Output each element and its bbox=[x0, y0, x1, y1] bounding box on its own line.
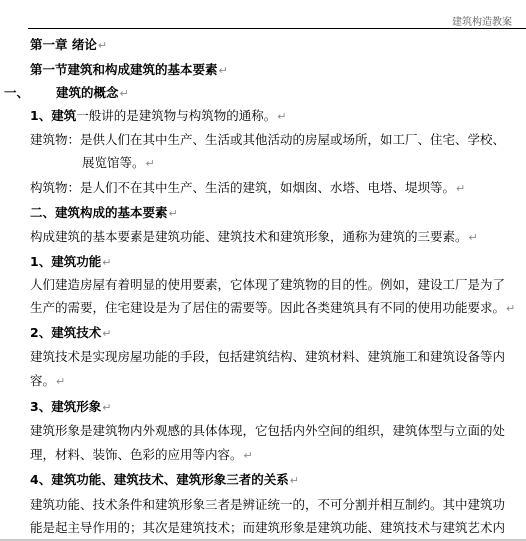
paragraph-mark-icon: ↵ bbox=[468, 231, 478, 244]
paragraph-mark-icon: ↵ bbox=[97, 39, 108, 52]
paragraph-mark-icon: ↵ bbox=[243, 449, 253, 462]
heading-function[interactable]: 1、建筑功能↵ bbox=[30, 254, 112, 269]
paragraph-mark-icon: ↵ bbox=[145, 157, 155, 170]
subheading-elements[interactable]: 二、建筑构成的基本要素↵ bbox=[30, 205, 178, 220]
paragraph-elements[interactable]: 构成建筑的基本要素是建筑功能、建筑技术和建筑形象，通称为建筑的三要素。↵ bbox=[30, 229, 478, 244]
header-rule bbox=[28, 28, 526, 29]
chapter-title[interactable]: 第一章 绪论↵ bbox=[30, 37, 108, 52]
paragraph-form[interactable]: 建筑形象是建筑物内外观感的具体体现，它包括内外空间的组织，建筑体型与立面的处 bbox=[30, 423, 506, 438]
page-header-title: 建筑构造教案 bbox=[452, 17, 512, 28]
subheading-number: 一、 bbox=[4, 85, 30, 100]
paragraph-mark-icon: ↵ bbox=[56, 375, 66, 388]
paragraph-mark-icon: ↵ bbox=[168, 207, 178, 220]
paragraph-mark-icon: ↵ bbox=[289, 474, 299, 487]
heading-relationship[interactable]: 4、建筑功能、建筑技术、建筑形象三者的关系↵ bbox=[30, 472, 299, 487]
paragraph-mark-icon: ↵ bbox=[102, 401, 112, 414]
paragraph-mark-icon: ↵ bbox=[506, 302, 516, 315]
paragraph-definition[interactable]: 1、建筑一般讲的是建筑物与构筑物的通称。↵ bbox=[30, 108, 287, 123]
section-title[interactable]: 第一节建筑和构成建筑的基本要素↵ bbox=[30, 62, 228, 77]
paragraph-structure[interactable]: 构筑物：是人们不在其中生产、生活的建筑，如烟囱、水塔、电塔、堤坝等。↵ bbox=[30, 180, 466, 195]
paragraph-building-cont[interactable]: 展览馆等。↵ bbox=[82, 155, 155, 170]
heading-technology[interactable]: 2、建筑技术↵ bbox=[30, 325, 112, 340]
paragraph-relationship[interactable]: 建筑功能、技术条件和建筑形象三者是辨证统一的，不可分割并相互制约。其中建筑功 bbox=[30, 497, 506, 512]
paragraph-function[interactable]: 人们建造房屋有着明显的使用要素，它体现了建筑物的目的性。例如，建设工厂是为了 bbox=[30, 277, 506, 292]
heading-form[interactable]: 3、建筑形象↵ bbox=[30, 399, 112, 414]
paragraph-relationship-cont[interactable]: 能是起主导作用的；其次是建筑技术；而建筑形象是建筑功能、建筑技术与建筑艺术内 bbox=[30, 520, 506, 535]
paragraph-technology-cont[interactable]: 容。↵ bbox=[30, 373, 66, 388]
paragraph-building[interactable]: 建筑物：是供人们在其中生产、生活或其他活动的房屋或场所，如工厂、住宅、学校、 bbox=[30, 132, 506, 147]
paragraph-technology[interactable]: 建筑技术是实现房屋功能的手段，包括建筑结构、建筑材料、建筑施工和建筑设备等内 bbox=[30, 349, 506, 364]
paragraph-mark-icon: ↵ bbox=[456, 182, 466, 195]
paragraph-mark-icon: ↵ bbox=[102, 327, 112, 340]
paragraph-form-cont[interactable]: 理，材料、装饰、色彩的应用等内容。↵ bbox=[30, 447, 253, 462]
paragraph-mark-icon: ↵ bbox=[218, 64, 228, 77]
subheading-concept[interactable]: 建筑的概念↵ bbox=[56, 85, 129, 100]
paragraph-mark-icon: ↵ bbox=[119, 87, 129, 100]
paragraph-mark-icon: ↵ bbox=[277, 110, 287, 123]
paragraph-function-cont[interactable]: 生产的需要，住宅建设是为了居住的需要等。因此各类建筑具有不同的使用功能要求。↵ bbox=[30, 300, 516, 315]
paragraph-mark-icon: ↵ bbox=[102, 256, 112, 269]
